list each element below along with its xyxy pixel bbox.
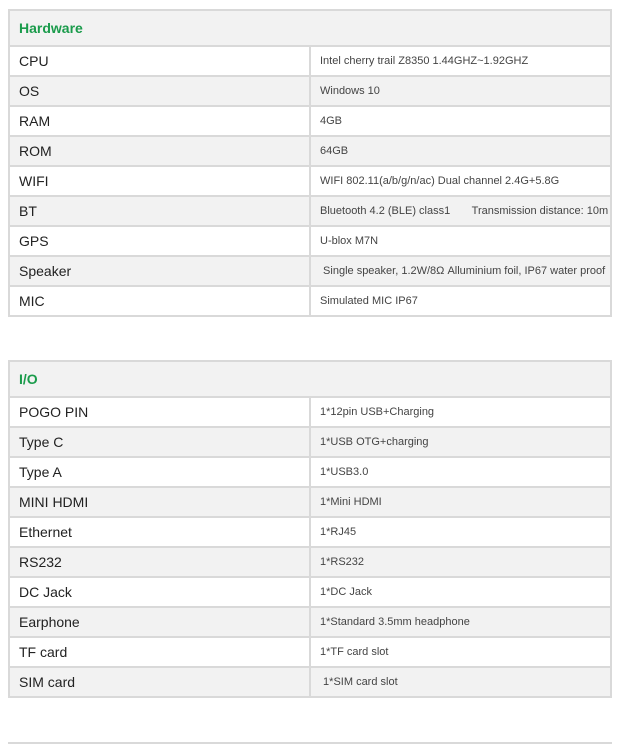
spec-row-mini-hdmi bbox=[9, 487, 611, 517]
spec-value: Windows 10 bbox=[310, 76, 611, 106]
spec-value: Simulated MIC IP67 bbox=[310, 286, 611, 316]
spec-row-ram bbox=[9, 106, 611, 136]
io-section-title: I/O bbox=[9, 361, 611, 397]
spec-row-rs232 bbox=[9, 547, 611, 577]
io-spec-table bbox=[8, 360, 612, 698]
spec-key: WIFI bbox=[9, 166, 310, 196]
spec-value: 1*TF card slot bbox=[310, 637, 611, 667]
spec-value: 1*RJ45 bbox=[310, 517, 611, 547]
spec-row-sim-card bbox=[9, 667, 611, 697]
spec-row-gps bbox=[9, 226, 611, 256]
spec-value: Single speaker, 1.2W/8Ω Alluminium foil, IP67 water proof bbox=[310, 256, 611, 286]
spec-value: 1*USB OTG+charging bbox=[310, 427, 611, 457]
spec-value: WIFI 802.11(a/b/g/n/ac) Dual channel 2.4G+5.8G bbox=[310, 166, 611, 196]
spec-row-ethernet bbox=[9, 517, 611, 547]
spec-key: MIC bbox=[9, 286, 310, 316]
spec-value: 1*DC Jack bbox=[310, 577, 611, 607]
spec-key: CPU bbox=[9, 46, 310, 76]
spec-value: Bluetooth 4.2 (BLE) class1 Transmission distance: 10m bbox=[310, 196, 611, 226]
spec-row-rom bbox=[9, 136, 611, 166]
spec-key: RS232 bbox=[9, 547, 310, 577]
spec-key: DC Jack bbox=[9, 577, 310, 607]
spec-key: TF card bbox=[9, 637, 310, 667]
spec-key: Type C bbox=[9, 427, 310, 457]
spec-row-type-c bbox=[9, 427, 611, 457]
spec-key: ROM bbox=[9, 136, 310, 166]
io-section-header bbox=[9, 361, 611, 397]
spec-key: SIM card bbox=[9, 667, 310, 697]
bottom-divider bbox=[8, 742, 612, 744]
spec-value: 1*RS232 bbox=[310, 547, 611, 577]
spec-row-wifi bbox=[9, 166, 611, 196]
spec-value: 1*Mini HDMI bbox=[310, 487, 611, 517]
spec-key: Speaker bbox=[9, 256, 310, 286]
spec-value: 1*USB3.0 bbox=[310, 457, 611, 487]
spec-row-dc-jack bbox=[9, 577, 611, 607]
spec-row-cpu bbox=[9, 46, 611, 76]
spec-key: OS bbox=[9, 76, 310, 106]
spec-row-pogo-pin bbox=[9, 397, 611, 427]
hardware-spec-table bbox=[8, 9, 612, 317]
spec-key: Ethernet bbox=[9, 517, 310, 547]
spec-row-mic bbox=[9, 286, 611, 316]
spec-key: POGO PIN bbox=[9, 397, 310, 427]
spec-key: BT bbox=[9, 196, 310, 226]
spec-value: 1*SIM card slot bbox=[310, 667, 611, 697]
spec-key: Earphone bbox=[9, 607, 310, 637]
spec-value: 1*Standard 3.5mm headphone bbox=[310, 607, 611, 637]
hardware-section-title: Hardware bbox=[9, 10, 611, 46]
spec-row-speaker bbox=[9, 256, 611, 286]
spec-row-tf-card bbox=[9, 637, 611, 667]
spec-value: 64GB bbox=[310, 136, 611, 166]
spec-key: RAM bbox=[9, 106, 310, 136]
spec-key: MINI HDMI bbox=[9, 487, 310, 517]
spec-key: GPS bbox=[9, 226, 310, 256]
spec-value: U-blox M7N bbox=[310, 226, 611, 256]
hardware-section-header bbox=[9, 10, 611, 46]
spec-row-bt bbox=[9, 196, 611, 226]
spec-value: Intel cherry trail Z8350 1.44GHZ~1.92GHZ bbox=[310, 46, 611, 76]
spec-key: Type A bbox=[9, 457, 310, 487]
spec-row-type-a bbox=[9, 457, 611, 487]
spec-value: 4GB bbox=[310, 106, 611, 136]
spec-row-earphone bbox=[9, 607, 611, 637]
spec-row-os bbox=[9, 76, 611, 106]
spec-value: 1*12pin USB+Charging bbox=[310, 397, 611, 427]
